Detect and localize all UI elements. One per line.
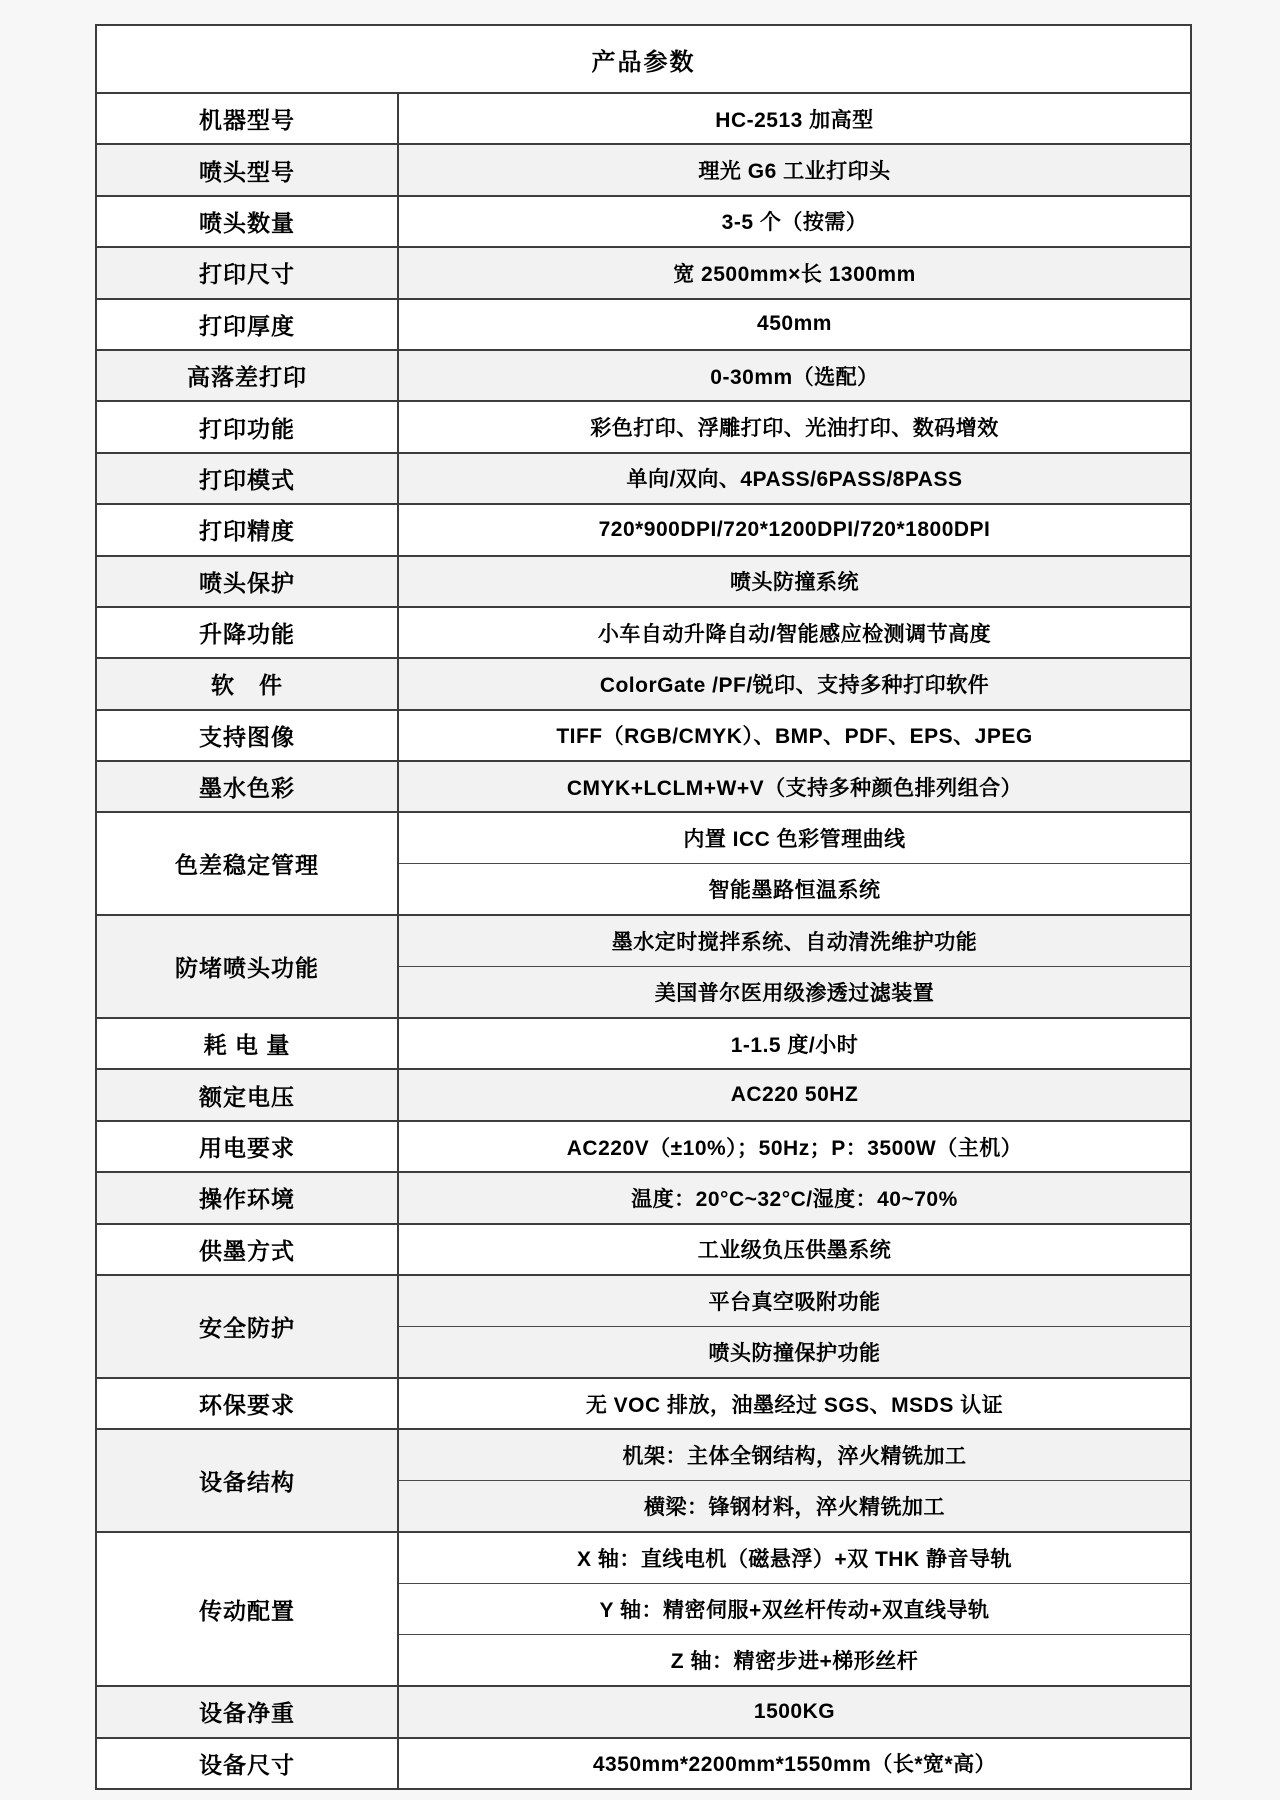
row-label: 高落差打印 — [97, 351, 399, 400]
row-values — [399, 197, 1190, 246]
row-values — [399, 454, 1190, 503]
row-value: 4350mm*2200mm*1550mm（长*宽*高） — [592, 1753, 997, 1777]
table-row — [97, 246, 1190, 297]
row-value: 美国普尔医用级渗透过滤装置 — [399, 966, 1190, 1017]
row-value: CMYK+LCLM+W+V（支持多种颜色排列组合） — [566, 776, 1023, 800]
row-values — [399, 813, 1190, 914]
row-value: HC-2513 加高型 — [715, 108, 874, 132]
row-value: 450mm — [757, 312, 832, 336]
row-value: 机架：主体全钢结构，淬火精铣加工 — [622, 1445, 967, 1469]
row-label: 打印尺寸 — [97, 248, 399, 297]
table-row — [97, 1223, 1190, 1274]
table-row — [97, 92, 1190, 143]
row-label: 打印模式 — [97, 454, 399, 503]
row-values — [399, 1379, 1190, 1428]
table-row — [97, 298, 1190, 349]
table-row — [97, 143, 1190, 194]
row-value: Y 轴：精密伺服+双丝杆传动+双直线导轨 — [399, 1583, 1190, 1634]
row-value: ColorGate /PF/锐印、支持多种打印软件 — [599, 673, 990, 697]
row-value: X 轴：直线电机（磁悬浮）+双 THK 静音导轨 — [577, 1548, 1012, 1572]
row-value: 温度：20°C~32°C/湿度：40~70% — [631, 1187, 958, 1211]
row-value: 无 VOC 排放，油墨经过 SGS、MSDS 认证 — [585, 1393, 1004, 1417]
row-value: TIFF（RGB/CMYK）、BMP、PDF、EPS、JPEG — [556, 725, 1033, 749]
row-value: Z 轴：精密步进+梯形丝杆 — [399, 1634, 1190, 1685]
row-label: 传动配置 — [97, 1533, 399, 1685]
row-value: 彩色打印、浮雕打印、光油打印、数码增效 — [590, 417, 999, 441]
row-label: 环保要求 — [97, 1379, 399, 1428]
row-value: 1500KG — [753, 1699, 836, 1723]
row-value: 0-30mm（选配） — [710, 365, 879, 389]
row-label: 机器型号 — [97, 94, 399, 143]
row-label: 设备结构 — [97, 1430, 399, 1531]
table-row — [97, 1737, 1190, 1788]
row-value: 喷头防撞系统 — [730, 571, 859, 595]
product-spec-table — [95, 24, 1192, 1790]
row-values — [399, 300, 1190, 349]
row-label: 操作环境 — [97, 1173, 399, 1222]
row-value: 喷头防撞保护功能 — [399, 1326, 1190, 1377]
row-values — [399, 659, 1190, 708]
row-values — [399, 557, 1190, 606]
row-values — [399, 762, 1190, 811]
row-values — [399, 505, 1190, 554]
table-row — [97, 195, 1190, 246]
row-label: 打印功能 — [97, 402, 399, 451]
row-value: 单向/双向、4PASS/6PASS/8PASS — [626, 468, 963, 492]
table-row — [97, 1120, 1190, 1171]
row-value: 1-1.5 度/小时 — [730, 1033, 859, 1057]
table-row — [97, 1017, 1190, 1068]
row-label: 喷头型号 — [97, 145, 399, 194]
row-values — [399, 94, 1190, 143]
row-values — [399, 1739, 1190, 1788]
table-row — [97, 914, 1190, 1017]
row-value: 内置 ICC 色彩管理曲线 — [683, 828, 906, 852]
row-label: 打印精度 — [97, 505, 399, 554]
table-row — [97, 400, 1190, 451]
table-row — [97, 1428, 1190, 1531]
row-values — [399, 1430, 1190, 1531]
row-value: 宽 2500mm×长 1300mm — [673, 262, 916, 286]
row-label: 软 件 — [97, 659, 399, 708]
row-label: 支持图像 — [97, 711, 399, 760]
table-row — [97, 452, 1190, 503]
row-label: 用电要求 — [97, 1122, 399, 1171]
row-values — [399, 1122, 1190, 1171]
table-row — [97, 349, 1190, 400]
row-values — [399, 351, 1190, 400]
row-values — [399, 1225, 1190, 1274]
row-value: 横梁：锋钢材料，淬火精铣加工 — [399, 1480, 1190, 1531]
row-label: 喷头保护 — [97, 557, 399, 606]
table-row — [97, 657, 1190, 708]
row-value: 720*900DPI/720*1200DPI/720*1800DPI — [598, 517, 991, 541]
table-row — [97, 1377, 1190, 1428]
table-row — [97, 555, 1190, 606]
row-values — [399, 711, 1190, 760]
row-value: 平台真空吸附功能 — [708, 1290, 881, 1314]
row-values — [399, 1019, 1190, 1068]
row-value: AC220 50HZ — [730, 1083, 859, 1107]
table-row — [97, 811, 1190, 914]
row-label: 墨水色彩 — [97, 762, 399, 811]
row-label: 额定电压 — [97, 1070, 399, 1119]
row-value: 墨水定时搅拌系统、自动清洗维护功能 — [611, 931, 978, 955]
table-row — [97, 1685, 1190, 1736]
row-values — [399, 608, 1190, 657]
table-row — [97, 1068, 1190, 1119]
table-row — [97, 1531, 1190, 1685]
table-title — [97, 26, 1190, 92]
row-value: AC220V（±10%）；50Hz；P：3500W（主机） — [566, 1136, 1023, 1160]
row-label: 升降功能 — [97, 608, 399, 657]
row-label: 打印厚度 — [97, 300, 399, 349]
row-values — [399, 402, 1190, 451]
table-row — [97, 503, 1190, 554]
row-values — [399, 145, 1190, 194]
table-row — [97, 760, 1190, 811]
row-label: 供墨方式 — [97, 1225, 399, 1274]
row-values — [399, 1276, 1190, 1377]
table-row — [97, 709, 1190, 760]
row-label: 设备净重 — [97, 1687, 399, 1736]
row-value: 小车自动升降自动/智能感应检测调节高度 — [597, 622, 992, 646]
row-values — [399, 916, 1190, 1017]
row-values — [399, 1173, 1190, 1222]
row-values — [399, 248, 1190, 297]
table-row — [97, 606, 1190, 657]
row-label: 设备尺寸 — [97, 1739, 399, 1788]
row-label: 喷头数量 — [97, 197, 399, 246]
row-value: 智能墨路恒温系统 — [399, 863, 1190, 914]
row-value: 3-5 个（按需） — [721, 211, 868, 235]
row-value: 工业级负压供墨系统 — [697, 1239, 892, 1263]
row-label: 色差稳定管理 — [97, 813, 399, 914]
row-label: 防堵喷头功能 — [97, 916, 399, 1017]
row-values — [399, 1070, 1190, 1119]
row-label: 耗 电 量 — [97, 1019, 399, 1068]
table-title-text: 产品参数 — [591, 48, 696, 76]
table-row — [97, 1274, 1190, 1377]
table-body — [97, 92, 1190, 1788]
table-row — [97, 1171, 1190, 1222]
row-values — [399, 1687, 1190, 1736]
row-label: 安全防护 — [97, 1276, 399, 1377]
row-values — [399, 1533, 1190, 1685]
row-value: 理光 G6 工业打印头 — [698, 160, 891, 184]
